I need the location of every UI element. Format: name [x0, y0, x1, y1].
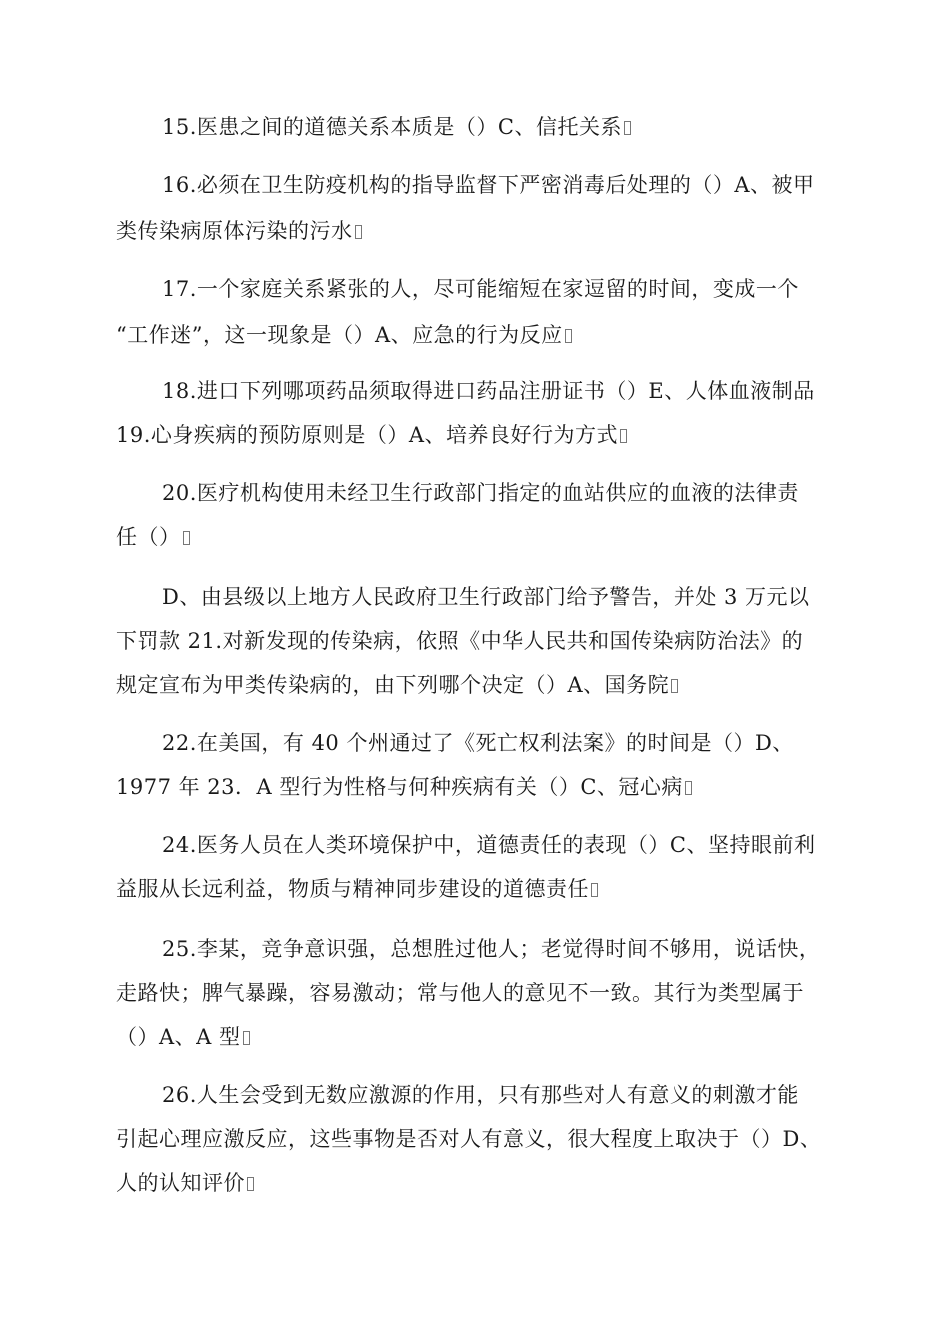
- paragraph-end-mark: [620, 429, 627, 443]
- paragraph-end-mark: [671, 679, 678, 693]
- paragraph-end-mark: [624, 121, 631, 135]
- paragraph-15-line-1: 15.医患之间的道德关系本质是（）C、信托关系: [162, 115, 622, 139]
- paragraph-end-mark: [183, 531, 190, 545]
- paragraph-21-line-1: 下罚款 21.对新发现的传染病，依照《中华人民共和国传染病防治法》的: [116, 629, 804, 653]
- paragraph-17-line-2: “工作迷”，这一现象是（）A、应急的行为反应: [116, 323, 563, 347]
- paragraph-end-mark: [243, 1031, 250, 1045]
- paragraph-22-line-1: 22.在美国，有 40 个州通过了《死亡权利法案》的时间是（）D、: [162, 731, 794, 755]
- paragraph-21-line-2: 规定宣布为甲类传染病的，由下列哪个决定（）A、国务院: [116, 673, 670, 697]
- paragraph-26-line-1: 26.人生会受到无数应激源的作用，只有那些对人有意义的刺激才能: [162, 1083, 799, 1107]
- paragraph-19-line: 19.心身疾病的预防原则是（）A、培养良好行为方式: [116, 423, 619, 447]
- paragraph-18-line-1: 18.进口下列哪项药品须取得进口药品注册证书（）E、人体血液制品: [162, 379, 815, 403]
- paragraph-end-mark: [355, 225, 362, 239]
- paragraph-25-line-1: 25.李某，竞争意识强，总想胜过他人；老觉得时间不够用，说话快，: [162, 937, 821, 961]
- paragraph-end-mark: [591, 883, 598, 897]
- paragraph-16-line-1: 16.必须在卫生防疫机构的指导监督下严密消毒后处理的（）A、被甲: [162, 173, 815, 197]
- paragraph-24-line-2: 益服从长远利益，物质与精神同步建设的道德责任: [116, 877, 589, 901]
- paragraph-26-line-2: 引起心理应激反应，这些事物是否对人有意义，很大程度上取决于（）D、: [116, 1127, 822, 1151]
- paragraph-16-line-2: 类传染病原体污染的污水: [116, 219, 353, 243]
- paragraph-26-line-3: 人的认知评价: [116, 1171, 245, 1195]
- paragraph-end-mark: [565, 329, 572, 343]
- paragraph-25-line-3: （）A、A 型: [116, 1025, 241, 1049]
- paragraph-20-line-1: 20.医疗机构使用未经卫生行政部门指定的血站供应的血液的法律责: [162, 481, 799, 505]
- paragraph-end-mark: [247, 1177, 254, 1191]
- paragraph-23-line: 1977 年 23．A 型行为性格与何种疾病有关（）C、冠心病: [116, 775, 683, 799]
- paragraph-20-line-2: 任（）: [116, 525, 181, 549]
- paragraph-17-line-1: 17.一个家庭关系紧张的人，尽可能缩短在家逗留的时间，变成一个: [162, 277, 799, 301]
- paragraph-end-mark: [685, 781, 692, 795]
- paragraph-24-line-1: 24.医务人员在人类环境保护中，道德责任的表现（）C、坚持眼前利: [162, 833, 816, 857]
- paragraph-20-answer-line-1: D、由县级以上地方人民政府卫生行政部门给予警告，并处 3 万元以: [162, 585, 810, 609]
- paragraph-25-line-2: 走路快；脾气暴躁，容易激动；常与他人的意见不一致。其行为类型属于: [116, 981, 804, 1005]
